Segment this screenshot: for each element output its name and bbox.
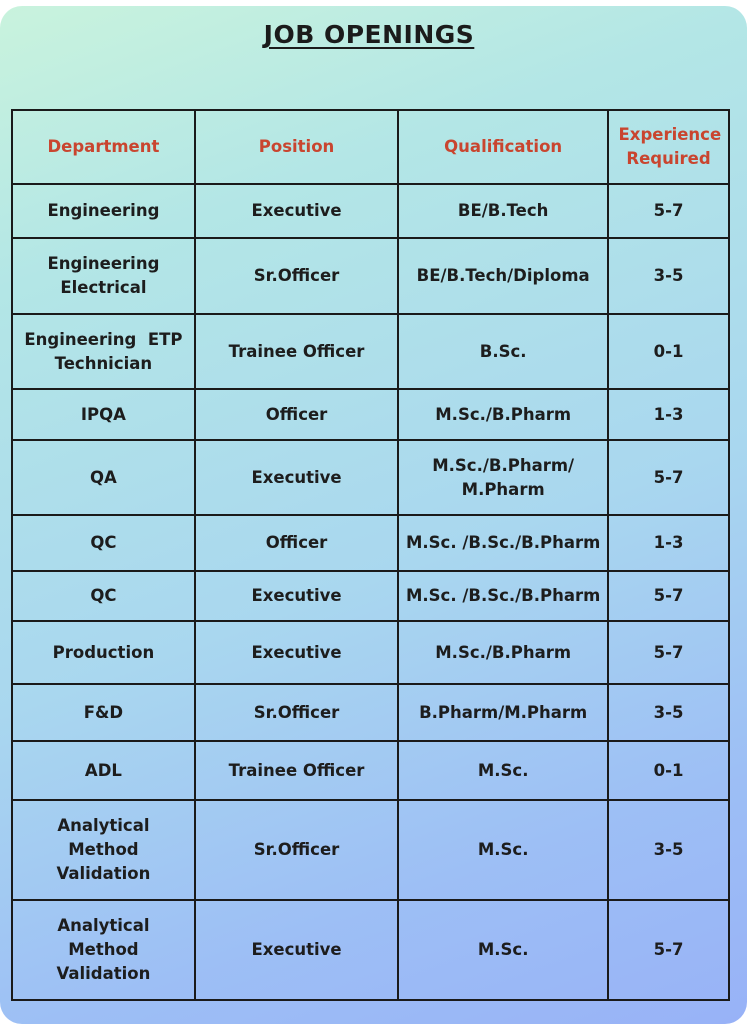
column-header-experience [608,110,729,184]
table-header-row [12,110,729,184]
department-cell: Engineering [12,184,195,238]
department-cell: ADL [12,741,195,800]
table-row [12,741,729,800]
table-row [12,621,729,684]
qualification-cell: M.Sc. [398,900,608,1000]
experience-cell: 3-5 [608,238,729,314]
table-row [12,684,729,741]
position-cell: Executive [195,900,398,1000]
department-cell [12,314,195,389]
table-row [12,800,729,900]
department-label: Analytical Method Validation [56,816,151,883]
table-row [12,515,729,571]
experience-cell: 5-7 [608,621,729,684]
department-cell: QC [12,515,195,571]
experience-cell: 5-7 [608,571,729,621]
qualification-cell: M.Sc. /B.Sc./B.Pharm [398,571,608,621]
department-cell [12,238,195,314]
experience-cell: 1-3 [608,515,729,571]
position-cell: Executive [195,571,398,621]
qualification-label: M.Sc./B.Pharm/ M.Pharm [432,455,575,499]
table-row [12,314,729,389]
position-cell: Executive [195,440,398,515]
position-cell: Executive [195,184,398,238]
column-header-experience-label: Experience Required [618,125,722,168]
qualification-cell: BE/B.Tech [398,184,608,238]
qualification-cell: M.Sc./B.Pharm [398,389,608,440]
qualification-cell: B.Pharm/M.Pharm [398,684,608,741]
department-cell [12,900,195,1000]
department-label: Analytical Method Validation [56,916,151,983]
experience-cell: 3-5 [608,800,729,900]
department-cell: Production [12,621,195,684]
department-label: Engineering Electrical [47,254,160,297]
department-label: Engineering ETP Technician [24,329,189,373]
position-cell: Sr.Officer [195,684,398,741]
table-row [12,389,729,440]
experience-cell: 5-7 [608,440,729,515]
qualification-cell: M.Sc. /B.Sc./B.Pharm [398,515,608,571]
experience-cell: 1-3 [608,389,729,440]
position-cell: Executive [195,621,398,684]
column-header-qualification: Qualification [398,110,608,184]
position-cell: Officer [195,389,398,440]
qualification-cell: B.Sc. [398,314,608,389]
qualification-cell: M.Sc. [398,800,608,900]
job-openings-table [11,109,730,1001]
column-header-department: Department [12,110,195,184]
job-openings-card [0,6,747,1024]
position-cell: Officer [195,515,398,571]
experience-cell: 0-1 [608,741,729,800]
department-cell: QA [12,440,195,515]
experience-cell: 0-1 [608,314,729,389]
department-cell: QC [12,571,195,621]
column-header-position: Position [195,110,398,184]
experience-cell: 3-5 [608,684,729,741]
department-cell: IPQA [12,389,195,440]
qualification-cell: BE/B.Tech/Diploma [398,238,608,314]
table-row [12,238,729,314]
table-row [12,184,729,238]
table-row [12,440,729,515]
experience-cell: 5-7 [608,900,729,1000]
table-row [12,571,729,621]
table-row [12,900,729,1000]
experience-cell: 5-7 [608,184,729,238]
position-cell: Sr.Officer [195,238,398,314]
qualification-cell: M.Sc./B.Pharm [398,621,608,684]
qualification-cell: M.Sc. [398,741,608,800]
qualification-cell [398,440,608,515]
department-cell: F&D [12,684,195,741]
department-cell [12,800,195,900]
position-cell: Sr.Officer [195,800,398,900]
page-title: JOB OPENINGS [263,20,475,49]
position-cell: Trainee Officer [195,314,398,389]
position-cell: Trainee Officer [195,741,398,800]
